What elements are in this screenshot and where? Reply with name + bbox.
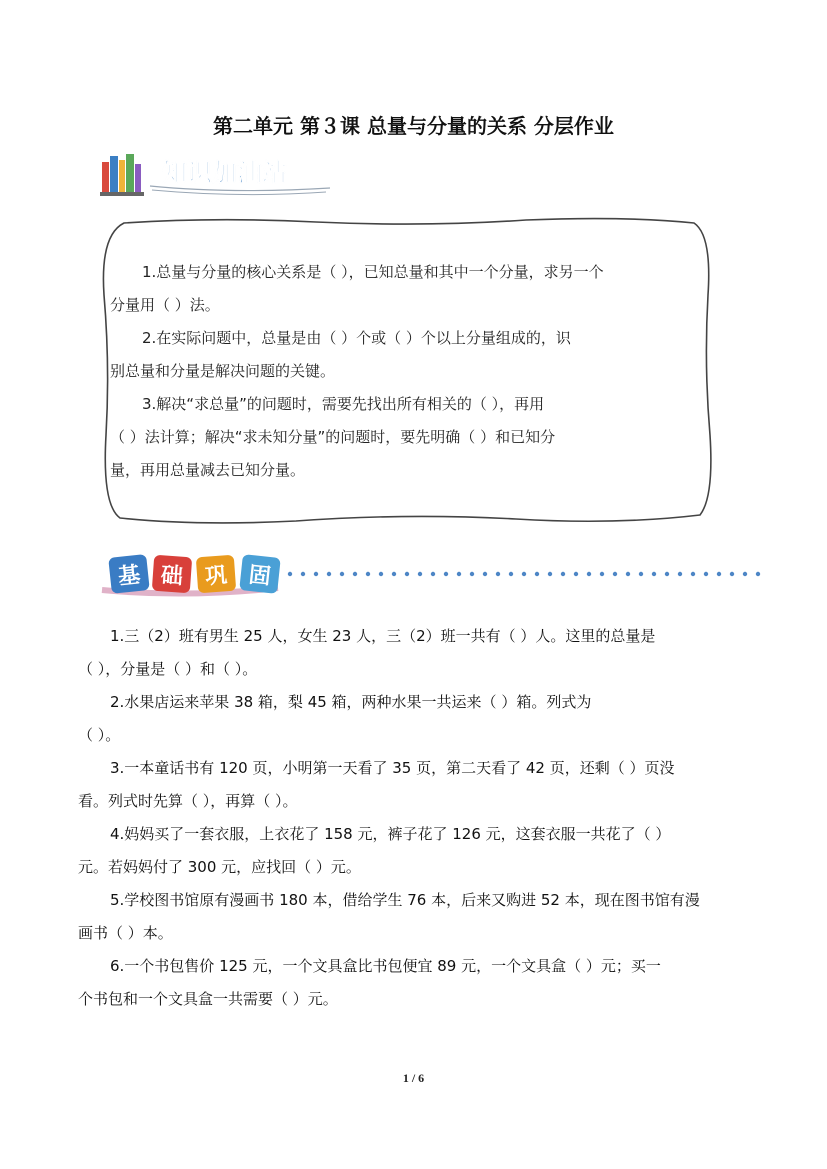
basic-tile-3: 巩 [204, 563, 229, 590]
question-line: （ ）。 [78, 726, 121, 744]
divider-dot [496, 572, 500, 576]
question-line: 画书（ ）本。 [78, 924, 173, 942]
divider-dot [301, 572, 305, 576]
books-icon [100, 154, 144, 196]
question-line: 6.一个书包售价 125 元，一个文具盒比书包便宜 89 元，一个文具盒（ ）元；买一 [110, 957, 661, 975]
divider-dot [639, 572, 643, 576]
question-line: 5.学校图书馆原有漫画书 180 本，借给学生 76 本，后来又购进 52 本，现在图书馆有漫 [110, 891, 700, 909]
question-line: 个书包和一个文具盒一共需要（ ）元。 [78, 990, 338, 1008]
divider-dot [626, 572, 630, 576]
divider-dot [756, 572, 760, 576]
knowledge-line: 1.总量与分量的核心关系是（ ），已知总量和其中一个分量，求另一个 [142, 263, 604, 281]
divider-dot [457, 572, 461, 576]
knowledge-line: 别总量和分量是解决问题的关键。 [110, 362, 336, 380]
divider-dot [483, 572, 487, 576]
question-line: 1.三（2）班有男生 25 人，女生 23 人，三（2）班一共有（ ）人。这里的总量是 [110, 627, 656, 645]
knowledge-banner-text: 知识加油站 [162, 158, 288, 187]
question-line: 2.水果店运来苹果 38 箱，梨 45 箱，两种水果一共运来（ ）箱。列式为 [110, 693, 592, 711]
divider-dot [600, 572, 604, 576]
basic-tile-4: 固 [247, 562, 272, 591]
knowledge-line: 分量用（ ）法。 [110, 296, 220, 314]
knowledge-line: 量，再用总量减去已知分量。 [110, 461, 306, 479]
question-line: 元。若妈妈付了 300 元，应找回（ ）元。 [78, 858, 361, 876]
question-line: （ ），分量是（ ）和（ ）。 [78, 660, 258, 678]
knowledge-line: （ ）法计算；解决“求未知分量”的问题时，要先明确（ ）和已知分 [110, 428, 556, 446]
basic-tile-2: 础 [159, 563, 184, 590]
question-line: 3.一本童话书有 120 页，小明第一天看了 35 页，第二天看了 42 页，还剩（ ）页没 [110, 759, 675, 777]
question-line: 4.妈妈买了一套衣服，上衣花了 158 元，裤子花了 126 元，这套衣服一共花了（ ） [110, 825, 671, 843]
divider-dot [509, 572, 513, 576]
question-line: 看。列式时先算（ ），再算（ ）。 [78, 792, 298, 810]
divider-dot [665, 572, 669, 576]
divider-dot [652, 572, 656, 576]
divider-dot [730, 572, 734, 576]
divider-dot [678, 572, 682, 576]
divider-dot [613, 572, 617, 576]
divider-dot [288, 572, 292, 576]
divider-dot [327, 572, 331, 576]
divider-dot [418, 572, 422, 576]
divider-dot [353, 572, 357, 576]
basic-banner [98, 550, 768, 600]
divider-dot [704, 572, 708, 576]
divider-dot [379, 572, 383, 576]
divider-dot [743, 572, 747, 576]
divider-dot [548, 572, 552, 576]
divider-dot [444, 572, 448, 576]
divider-dot [691, 572, 695, 576]
dotted-divider [288, 572, 760, 576]
knowledge-line: 2.在实际问题中，总量是由（ ）个或（ ）个以上分量组成的，识 [142, 329, 571, 347]
divider-dot [535, 572, 539, 576]
divider-dot [587, 572, 591, 576]
knowledge-line: 3.解决“求总量”的问题时，需要先找出所有相关的（ ），再用 [142, 395, 545, 413]
basic-tile-1: 基 [117, 562, 142, 590]
divider-dot [405, 572, 409, 576]
knowledge-banner [100, 148, 340, 200]
divider-dot [574, 572, 578, 576]
page-number: 1 / 6 [402, 1071, 425, 1085]
questions [78, 620, 746, 1016]
divider-dot [522, 572, 526, 576]
divider-dot [340, 572, 344, 576]
divider-dot [392, 572, 396, 576]
divider-dot [431, 572, 435, 576]
divider-dot [561, 572, 565, 576]
divider-dot [314, 572, 318, 576]
page-title: 第二单元 第３课 总量与分量的关系 分层作业 [213, 114, 614, 138]
knowledge-text [110, 256, 700, 487]
divider-dot [717, 572, 721, 576]
divider-dot [366, 572, 370, 576]
divider-dot [470, 572, 474, 576]
